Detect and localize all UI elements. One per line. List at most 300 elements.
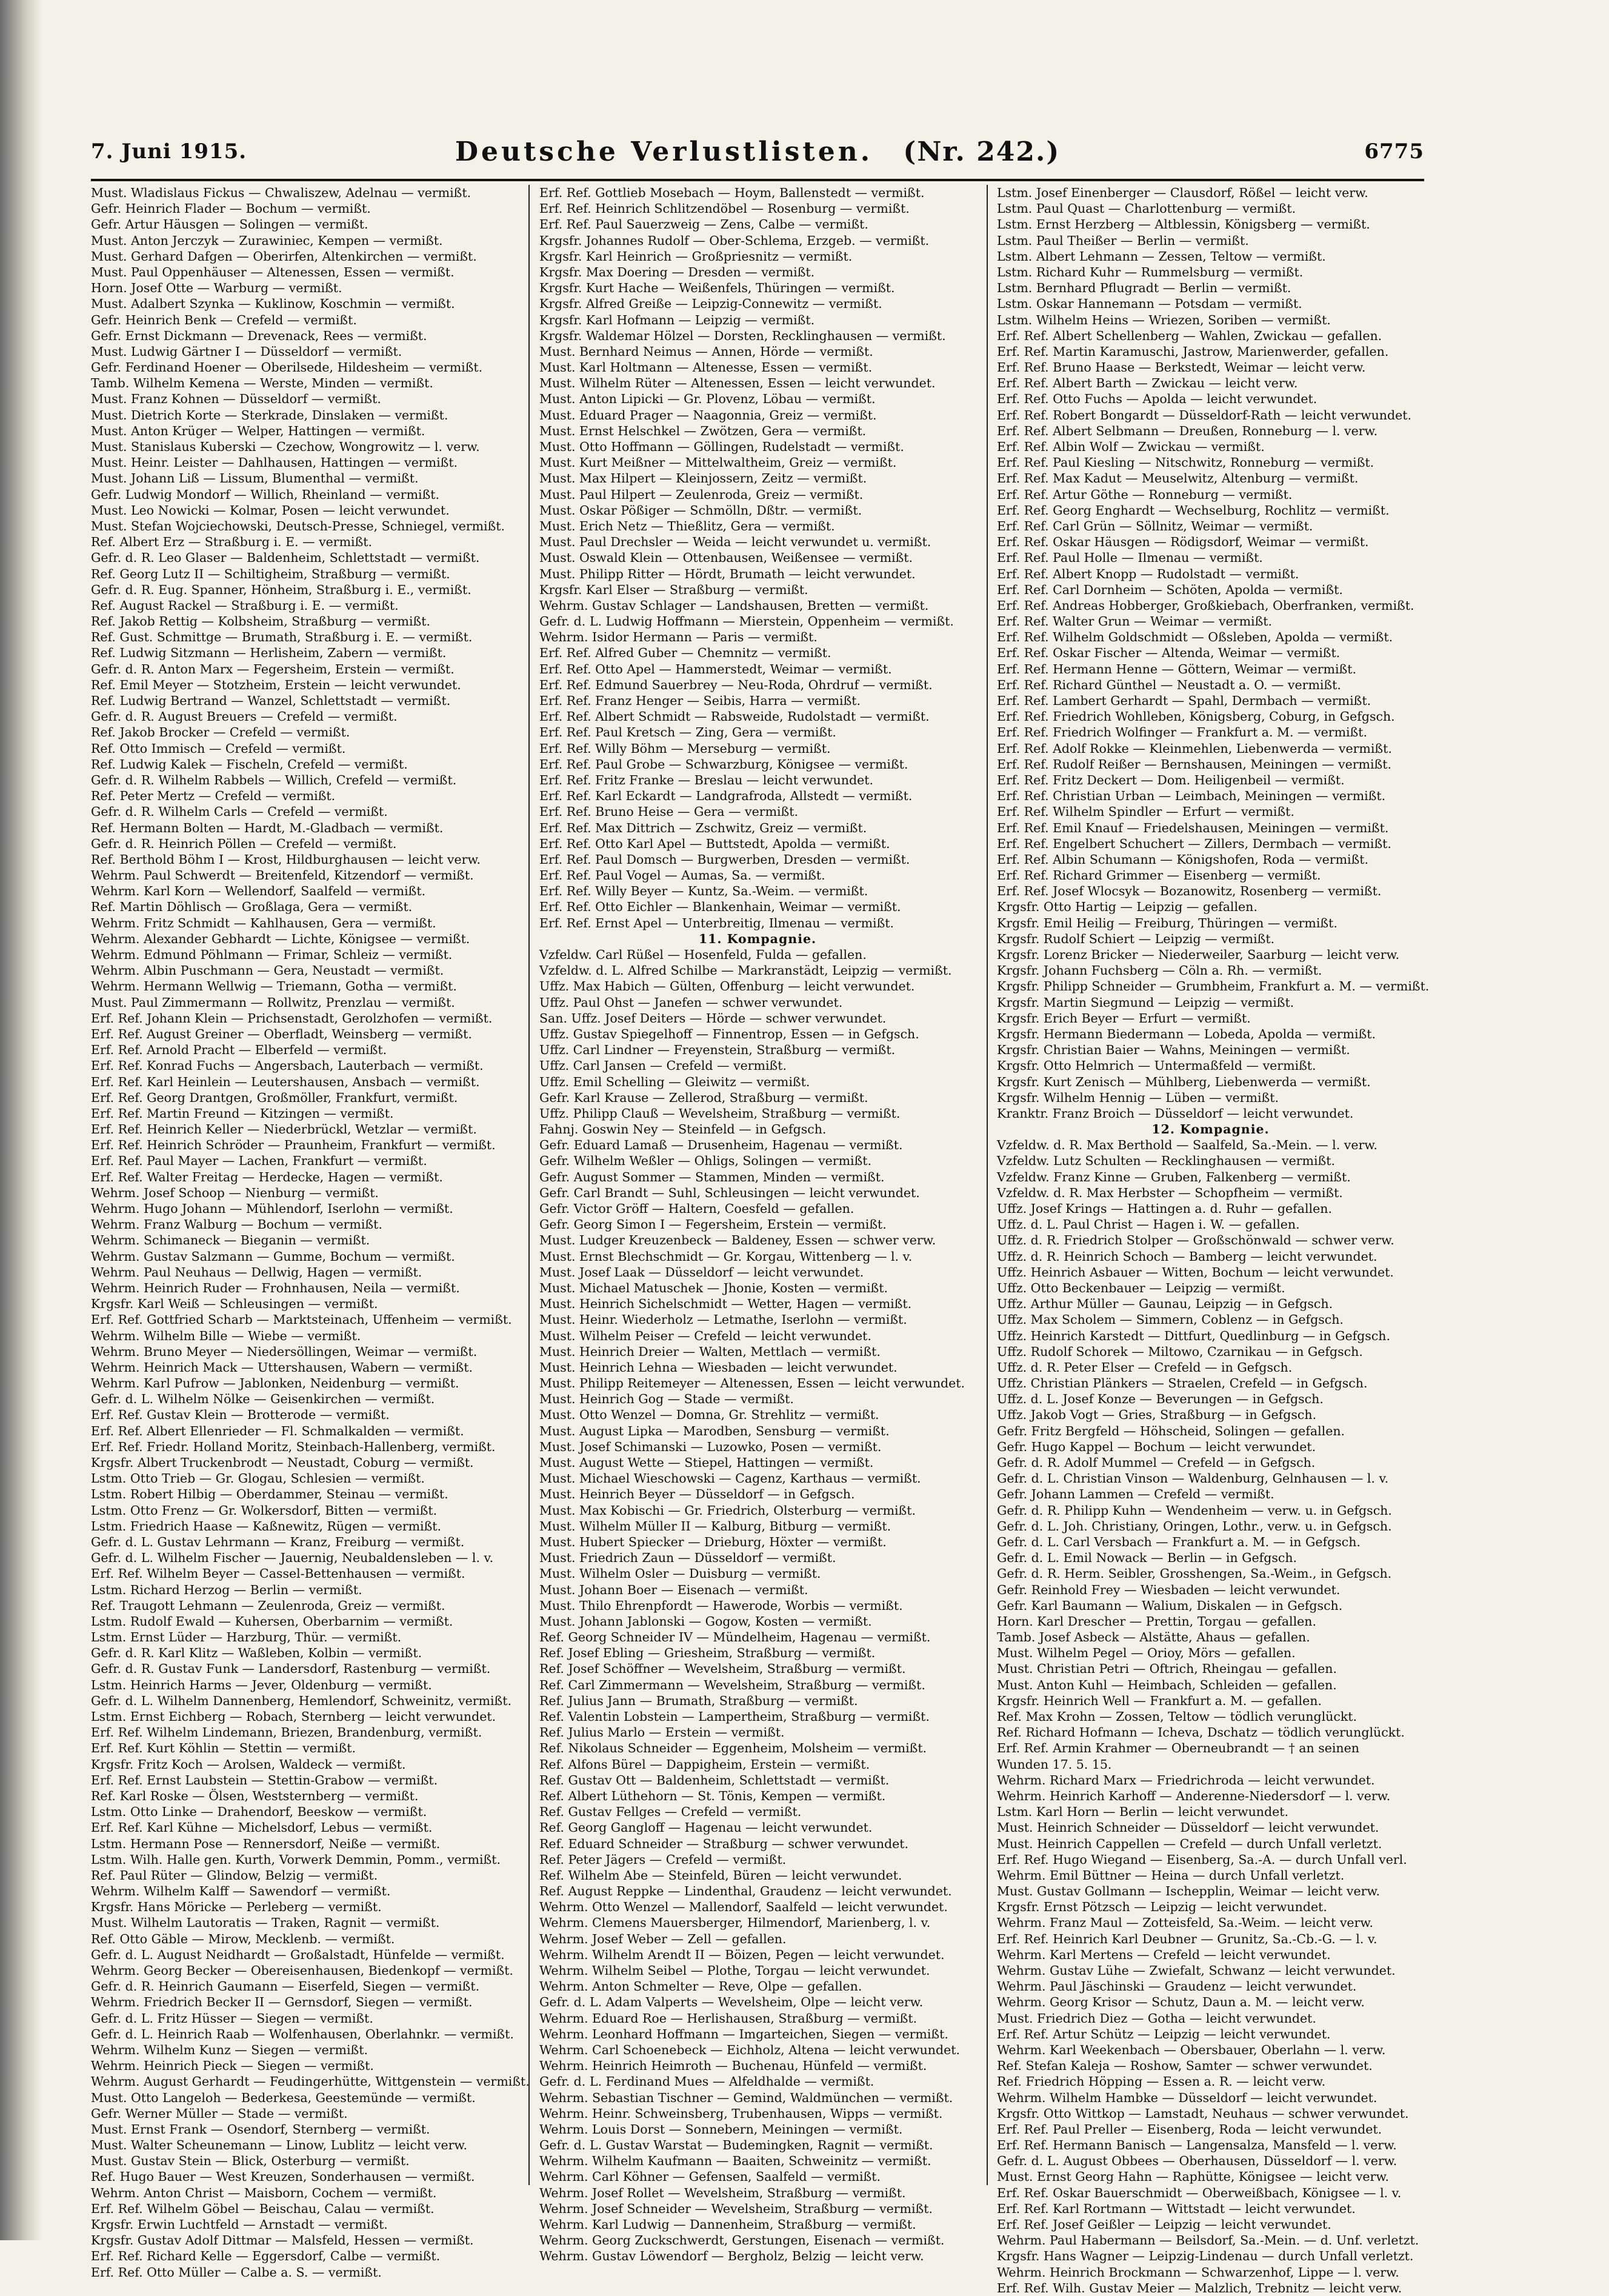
casualty-entry: Wehrm. Franz Walburg — Bochum — vermißt. bbox=[91, 1217, 382, 1232]
casualty-entry: Uffz. d. L. Paul Christ — Hagen i. W. — gefallen. bbox=[997, 1217, 1300, 1232]
casualty-entry: Horn. Karl Drescher — Prettin, Torgau — gefallen. bbox=[997, 1614, 1317, 1629]
casualty-entry: Erf. Ref. Emil Knauf — Friedelshausen, Meiningen — vermißt. bbox=[997, 820, 1389, 835]
casualty-entry: Gefr. Victor Gröff — Haltern, Coesfeld — gefallen. bbox=[539, 1201, 854, 1216]
casualty-entry: Krgsfr. Karl Elser — Straßburg — vermißt. bbox=[539, 582, 808, 597]
casualty-entry: Wehrm. Eduard Roe — Herlishausen, Straßburg — vermißt. bbox=[539, 2011, 918, 2026]
casualty-entry: Wehrm. Anton Christ — Maisborn, Cochem — vermißt. bbox=[91, 2185, 437, 2200]
casualty-entry: Krgsfr. Karl Weiß — Schleusingen — vermißt. bbox=[91, 1297, 378, 1312]
casualty-entry: Wehrm. Wilhelm Kaufmann — Baaiten, Schweinitz — vermißt. bbox=[539, 2154, 931, 2169]
casualty-entry: Must. Heinrich Cappellen — Crefeld — durch Unfall verletzt. bbox=[997, 1836, 1382, 1851]
casualty-entry: Must. Ernst Helschkel — Zwötzen, Gera — vermißt. bbox=[539, 423, 867, 438]
casualty-entry: Gefr. d. L. Fritz Hüsser — Siegen — vermißt. bbox=[91, 2011, 373, 2026]
casualty-entry: Uffz. Heinrich Karstedt — Dittfurt, Quedlinburg — in Gefgsch. bbox=[997, 1328, 1391, 1343]
casualty-entry: Krgsfr. Wilhelm Hennig — Lüben — vermißt. bbox=[997, 1090, 1279, 1105]
casualty-entry: Erf. Ref. Artur Göthe — Ronneburg — vermißt. bbox=[997, 487, 1293, 502]
casualty-entry: Gefr. Ernst Dickmann — Drevenack, Rees — vermißt. bbox=[91, 328, 427, 343]
casualty-entry: Gefr. Wilhelm Weßler — Ohligs, Solingen — vermißt. bbox=[539, 1153, 872, 1169]
casualty-entry: Must. Anton Jerczyk — Zurawiniec, Kempen — vermißt. bbox=[91, 233, 443, 248]
casualty-entry: Erf. Ref. Otto Müller — Calbe a. S. — vermißt. bbox=[91, 2264, 382, 2280]
casualty-entry: Gefr. d. L. Carl Versbach — Frankfurt a. M. — in Gefgsch. bbox=[997, 1534, 1361, 1549]
casualty-entry: Erf. Ref. Konrad Fuchs — Angersbach, Lauterbach — vermißt. bbox=[91, 1058, 484, 1073]
casualty-entry: Erf. Ref. Oskar Fischer — Altenda, Weimar — vermißt. bbox=[997, 646, 1341, 661]
casualty-entry: Erf. Ref. August Greiner — Oberfladt, Weinsberg — vermißt. bbox=[91, 1026, 472, 1041]
casualty-entry: Must. Ludwig Gärtner I — Düsseldorf — vermißt. bbox=[91, 344, 402, 359]
casualty-entry: Krgsfr. Philipp Schneider — Grumbheim, Frankfurt a. M. — vermißt. bbox=[997, 979, 1430, 994]
header-issue-number: (Nr. 242.) bbox=[903, 136, 1061, 167]
casualty-entry: Wehrm. Gustav Schlager — Landshausen, Bretten — vermißt. bbox=[539, 598, 929, 613]
casualty-entry: Gefr. Heinrich Flader — Bochum — vermißt. bbox=[91, 201, 371, 216]
casualty-entry: Ref. Georg Gangloff — Hagenau — leicht verwundet. bbox=[539, 1820, 873, 1835]
casualty-entry: Erf. Ref. Wilhelm Beyer — Cassel-Bettenhausen — vermißt. bbox=[91, 1566, 465, 1581]
casualty-entry: Uffz. Jakob Vogt — Gries, Straßburg — in Gefgsch. bbox=[997, 1407, 1317, 1423]
casualty-entry: Erf. Ref. Paul Holle — Ilmenau — vermißt. bbox=[997, 550, 1263, 566]
casualty-entry: Ref. Ludwig Bertrand — Wanzel, Schlettstadt — vermißt. bbox=[91, 693, 451, 708]
casualty-entry: Ref. Josef Schöffner — Wevelsheim, Straßburg — vermißt. bbox=[539, 1661, 906, 1677]
casualty-entry: Erf. Ref. Wilhelm Spindler — Erfurt — vermißt. bbox=[997, 804, 1294, 819]
casualty-entry: Erf. Ref. Gottfried Scharb — Marktsteinach, Uffenheim — vermißt. bbox=[91, 1312, 512, 1327]
casualty-entry: Erf. Ref. Hermann Henne — Göttern, Weimar — vermißt. bbox=[997, 661, 1356, 676]
casualty-entry: Wehrm. Clemens Mauersberger, Hilmendorf, Marienberg, l. v. bbox=[539, 1915, 931, 1931]
casualty-entry: Must. Gustav Stein — Blick, Osterburg — vermißt. bbox=[91, 2154, 410, 2169]
casualty-entry: Gefr. d. R. Wilhelm Rabbels — Willich, Crefeld — vermißt. bbox=[91, 772, 457, 787]
casualty-entry: Krgsfr. Fritz Koch — Arolsen, Waldeck — vermißt. bbox=[91, 1757, 406, 1772]
casualty-entry: Must. Wilhelm Lautoratis — Traken, Ragnit — vermißt. bbox=[91, 1915, 440, 1931]
casualty-entry: Ref. Karl Roske — Ölsen, Weststernberg — vermißt. bbox=[91, 1788, 419, 1803]
casualty-entry: Erf. Ref. Martin Freund — Kitzingen — vermißt. bbox=[91, 1106, 394, 1121]
casualty-entry: Gefr. d. R. Philipp Kuhn — Wendenheim — verw. u. in Gefgsch. bbox=[997, 1503, 1392, 1518]
casualty-entry: Ref. Julius Marlo — Erstein — vermißt. bbox=[539, 1725, 785, 1740]
casualty-entry: Wehrm. Paul Schwerdt — Breitenfeld, Kitzendorf — vermißt. bbox=[91, 868, 474, 883]
casualty-entry: Must. Heinrich Sichelschmidt — Wetter, Hagen — vermißt. bbox=[539, 1297, 912, 1312]
casualty-entry: Wehrm. Karl Ludwig — Dannenheim, Straßburg — vermißt. bbox=[539, 2217, 916, 2232]
casualty-entry: Wehrm. Wilhelm Arendt II — Böizen, Pegen — leicht verwundet. bbox=[539, 1947, 945, 1962]
casualty-entry: Erf. Ref. Artur Schütz — Leipzig — leicht verwundet. bbox=[997, 2026, 1331, 2041]
casualty-entry: Uffz. d. L. Josef Konze — Beverungen — in Gefgsch. bbox=[997, 1392, 1324, 1407]
casualty-entry: Krgsfr. Gustav Adolf Dittmar — Malsfeld, Hessen — vermißt. bbox=[91, 2233, 474, 2248]
casualty-entry: Must. Josef Laak — Düsseldorf — leicht verwundet. bbox=[539, 1264, 864, 1280]
casualty-entry: Horn. Josef Otte — Warburg — vermißt. bbox=[91, 281, 342, 296]
casualty-entry: Must. Anton Kuhl — Heimbach, Schleiden — gefallen. bbox=[997, 1677, 1337, 1692]
casualty-entry: Erf. Ref. Oskar Häusgen — Rödigsdorf, Weimar — vermißt. bbox=[997, 535, 1369, 550]
casualty-entry: Erf. Ref. Hermann Banisch — Langensalza, Mansfeld — l. verw. bbox=[997, 2138, 1397, 2153]
casualty-entry: Ref. Gustav Ott — Baldenheim, Schlettstadt — vermißt. bbox=[539, 1772, 890, 1787]
casualty-entry: Gefr. Heinrich Benk — Crefeld — vermißt. bbox=[91, 312, 357, 327]
casualty-entry: Lstm. Heinrich Harms — Jever, Oldenburg — vermißt. bbox=[91, 1677, 432, 1692]
casualty-entry: Erf. Ref. Franz Henger — Seibis, Harra — vermißt. bbox=[539, 693, 861, 708]
casualty-entry: Wehrm. Karl Mertens — Crefeld — leicht verwundet. bbox=[997, 1947, 1331, 1962]
casualty-entry: Erf. Ref. Wilh. Gustav Meier — Malzlich, Trebnitz — leicht verw. bbox=[997, 2280, 1402, 2295]
casualty-entry: Ref. Hugo Bauer — West Kreuzen, Sonderhausen — vermißt. bbox=[91, 2169, 475, 2184]
casualty-entry: Gefr. d. R. Heinrich Pöllen — Crefeld — vermißt. bbox=[91, 836, 397, 851]
casualty-entry: Wehrm. Gustav Salzmann — Gumme, Bochum — vermißt. bbox=[91, 1249, 455, 1264]
casualty-entry: Krgsfr. Otto Helmrich — Untermaßfeld — vermißt. bbox=[997, 1058, 1316, 1073]
casualty-entry: Must. Wladislaus Fickus — Chwaliszew, Adelnau — vermißt. bbox=[91, 185, 471, 200]
casualty-entry: Lstm. Otto Linke — Drahendorf, Beeskow — vermißt. bbox=[91, 1804, 427, 1820]
casualty-entry: Must. Christian Petri — Oftrich, Rheingau — gefallen. bbox=[997, 1661, 1337, 1677]
casualty-entry: Ref. Wilhelm Abe — Steinfeld, Büren — leicht verwundet. bbox=[539, 1867, 902, 1883]
casualty-entry: Erf. Ref. Edmund Sauerbrey — Neu-Roda, Ohrdruf — vermißt. bbox=[539, 677, 933, 692]
casualty-entry: Erf. Ref. Wilhelm Göbel — Beischau, Calau — vermißt. bbox=[91, 2201, 435, 2216]
casualty-entry: Uffz. Josef Krings — Hattingen a. d. Ruhr — gefallen. bbox=[997, 1201, 1332, 1216]
casualty-entry: Erf. Ref. Richard Günthel — Neustadt a. O. — vermißt. bbox=[997, 677, 1341, 692]
casualty-entry: Wehrm. Karl Weekenbach — Obersbauer, Oberlahn — l. verw. bbox=[997, 2042, 1386, 2057]
casualty-entry: Uffz. Heinrich Asbauer — Witten, Bochum — leicht verwundet. bbox=[997, 1264, 1394, 1280]
casualty-entry: Erf. Ref. Otto Eichler — Blankenhain, Weimar — vermißt. bbox=[539, 899, 901, 915]
casualty-entry: Erf. Ref. Alfred Guber — Chemnitz — vermißt. bbox=[539, 646, 831, 661]
casualty-entry: Gefr. d. R. Gustav Funk — Landersdorf, Rastenburg — vermißt. bbox=[91, 1661, 491, 1677]
casualty-entry: Must. Johann Liß — Lissum, Blumenthal — vermißt. bbox=[91, 471, 419, 486]
casualty-entry: Must. Josef Schimanski — Luzowko, Posen — vermißt. bbox=[539, 1439, 882, 1454]
casualty-entry: Must. Stefan Wojciechowski, Deutsch-Presse, Schniegel, vermißt. bbox=[91, 518, 505, 533]
casualty-entry: Krgsfr. Otto Hartig — Leipzig — gefallen. bbox=[997, 899, 1258, 915]
casualty-entry: Ref. Valentin Lobstein — Lampertheim, Straßburg — vermißt. bbox=[539, 1709, 930, 1724]
casualty-entry: Gefr. August Sommer — Stammen, Minden — vermißt. bbox=[539, 1169, 885, 1184]
casualty-entry: Ref. Hermann Bolten — Hardt, M.-Gladbach — vermißt. bbox=[91, 820, 444, 835]
casualty-entry: Erf. Ref. Martin Karamuschi, Jastrow, Marienwerder, gefallen. bbox=[997, 344, 1389, 359]
casualty-entry: Must. Oskar Pößiger — Schmölln, Dßtr. — vermißt. bbox=[539, 502, 862, 518]
casualty-entry: Wehrm. Albin Puschmann — Gera, Neustadt — vermißt. bbox=[91, 963, 444, 978]
casualty-entry: Ref. Julius Jann — Brumath, Straßburg — vermißt. bbox=[539, 1693, 858, 1708]
casualty-entry: Wehrm. Sebastian Tischner — Gemind, Waldmünchen — vermißt. bbox=[539, 2090, 953, 2105]
casualty-entry: Wehrm. Carl Köhner — Gefensen, Saalfeld — vermißt. bbox=[539, 2169, 881, 2184]
casualty-entry: Vzfeldw. d. R. Max Berthold — Saalfeld, Sa.-Mein. — l. verw. bbox=[997, 1138, 1377, 1153]
casualty-entry: Erf. Ref. Engelbert Schuchert — Zillers, Dermbach — vermißt. bbox=[997, 836, 1391, 851]
casualty-entry: Uffz. Emil Schelling — Gleiwitz — vermißt. bbox=[539, 1074, 810, 1089]
casualty-entry: Must. Otto Wenzel — Domna, Gr. Strehlitz — vermißt. bbox=[539, 1407, 879, 1423]
casualty-entry: Erf. Ref. Gustav Klein — Brotterode — vermißt. bbox=[91, 1407, 390, 1423]
casualty-entry: Tamb. Josef Asbeck — Alstätte, Ahaus — gefallen. bbox=[997, 1630, 1310, 1645]
casualty-entry: Lstm. Josef Einenberger — Clausdorf, Rößel — leicht verw. bbox=[997, 185, 1368, 200]
casualty-entry: Erf. Ref. Willy Beyer — Kuntz, Sa.-Weim. — vermißt. bbox=[539, 884, 868, 899]
casualty-entry: Uffz. Philipp Clauß — Wevelsheim, Straßburg — vermißt. bbox=[539, 1106, 901, 1121]
casualty-entry: Must. Wilhelm Müller II — Kalburg, Bitburg — vermißt. bbox=[539, 1518, 891, 1533]
casualty-entry: Wehrm. Friedrich Becker II — Gernsdorf, Siegen — vermißt. bbox=[91, 1995, 473, 2010]
casualty-entry: Must. Heinrich Lehna — Wiesbaden — leicht verwundet. bbox=[539, 1360, 898, 1375]
casualty-entry: Erf. Ref. Karl Kühne — Michelsdorf, Lebus — vermißt. bbox=[91, 1820, 433, 1835]
casualty-entry: Gefr. Eduard Lamaß — Drusenheim, Hagenau — vermißt. bbox=[539, 1138, 903, 1153]
casualty-entry: Gefr. d. L. Heinrich Raab — Wolfenhausen, Oberlahnkr. — vermißt. bbox=[91, 2026, 514, 2041]
casualty-entry: Wehrm. Josef Weber — Zell — gefallen. bbox=[539, 1931, 787, 1946]
casualty-entry: Uffz. Christian Plänkers — Straelen, Crefeld — in Gefgsch. bbox=[997, 1376, 1368, 1391]
casualty-entry: Must. Eduard Prager — Naagonnia, Greiz — vermißt. bbox=[539, 407, 877, 422]
header-title-block bbox=[455, 136, 1061, 167]
casualty-entry: Erf. Ref. Otto Fuchs — Apolda — leicht verwundet. bbox=[997, 392, 1318, 407]
casualty-entry: Must. Max Kobischi — Gr. Friedrich, Olsterburg — vermißt. bbox=[539, 1503, 916, 1518]
casualty-entry: Ref. Carl Zimmermann — Wevelsheim, Straßburg — vermißt. bbox=[539, 1677, 925, 1692]
casualty-entry: Ref. Paul Rüter — Glindow, Belzig — vermißt. bbox=[91, 1867, 378, 1883]
casualty-entry: Krgsfr. Alfred Greiße — Leipzig-Connewitz — vermißt. bbox=[539, 296, 882, 312]
casualty-entry: Gefr. d. R. August Breuers — Crefeld — vermißt. bbox=[91, 709, 398, 724]
casualty-entry: Krgsfr. Karl Hofmann — Leipzig — vermißt. bbox=[539, 312, 815, 327]
binding-shadow bbox=[0, 0, 42, 2240]
casualty-entry: Gefr. d. L. Gustav Warstat — Budemingken, Ragnit — vermißt. bbox=[539, 2138, 933, 2153]
casualty-entry: Wehrm. Josef Rollet — Wevelsheim, Straßburg — vermißt. bbox=[539, 2185, 906, 2200]
casualty-entry: Erf. Ref. Otto Karl Apel — Buttstedt, Apolda — vermißt. bbox=[539, 836, 890, 851]
casualty-entry: Must. Michael Matuschek — Jhonie, Kosten — vermißt. bbox=[539, 1280, 888, 1295]
casualty-entry: Gefr. d. L. August Obbees — Oberhausen, Düsseldorf — l. verw. bbox=[997, 2154, 1397, 2169]
casualty-entry: Gefr. d. L. Joh. Christiany, Oringen, Lothr., verw. u. in Gefgsch. bbox=[997, 1518, 1392, 1533]
casualty-entry: Wehrm. Heinrich Karhoff — Anderenne-Niedersdorf — l. verw. bbox=[997, 1788, 1391, 1803]
casualty-entry: Wehrm. Gustav Lühe — Zwiefalt, Schwanz — leicht verwundet. bbox=[997, 1963, 1396, 1978]
casualty-entry: Lstm. Otto Frenz — Gr. Wolkersdorf, Bitten — vermißt. bbox=[91, 1503, 438, 1518]
casualty-entry: Gefr. Karl Baumann — Walium, Diskalen — in Gefgsch. bbox=[997, 1598, 1343, 1613]
casualty-entry: Krgsfr. Kurt Zenisch — Mühlberg, Liebenwerda — vermißt. bbox=[997, 1074, 1371, 1089]
casualty-entry: Wehrm. Georg Krisor — Schutz, Daun a. M. — leicht verw. bbox=[997, 1995, 1365, 2010]
casualty-entry: Erf. Ref. Heinrich Schlitzendöbel — Rosenburg — vermißt. bbox=[539, 201, 910, 216]
casualty-entry: Must. Johann Boer — Eisenach — vermißt. bbox=[539, 1582, 808, 1597]
casualty-entry: Erf. Ref. Richard Kelle — Eggersdorf, Calbe — vermißt. bbox=[91, 2249, 441, 2264]
casualty-entry: Erf. Ref. Ernst Apel — Unterbreitig, Ilmenau — vermißt. bbox=[539, 915, 894, 930]
casualty-entry: Gefr. d. R. Wilhelm Carls — Crefeld — vermißt. bbox=[91, 804, 388, 819]
casualty-entry: Erf. Ref. Karl Rortmann — Wittstadt — leicht verwundet. bbox=[997, 2201, 1356, 2216]
header-title: Deutsche Verlustlisten. bbox=[455, 136, 873, 167]
casualty-entry: Must. Heinr. Wiederholz — Letmathe, Iserlohn — vermißt. bbox=[539, 1312, 907, 1327]
casualty-entry: Must. Gustav Gollmann — Ischepplin, Weimar — leicht verw. bbox=[997, 1884, 1381, 1899]
casualty-entry: Erf. Ref. Friedrich Wohlleben, Königsberg, Coburg, in Gefgsch. bbox=[997, 709, 1395, 724]
casualty-entry: Uffz. d. R. Friedrich Stolper — Großschönwald — schwer verw. bbox=[997, 1233, 1394, 1248]
casualty-entry: Erf. Ref. Georg Enghardt — Wechselburg, Rochlitz — vermißt. bbox=[997, 502, 1390, 518]
casualty-entry: Krgsfr. Hans Möricke — Perleberg — vermißt. bbox=[91, 1900, 382, 1915]
casualty-entry: Vzfeldw. Carl Rüßel — Hosenfeld, Fulda — gefallen. bbox=[539, 947, 867, 962]
casualty-entry: Gefr. Karl Krause — Zellerod, Straßburg — vermißt. bbox=[539, 1090, 868, 1105]
casualty-entry: Gefr. d. L. Ludwig Hoffmann — Mierstein, Oppenheim — vermißt. bbox=[539, 614, 954, 629]
casualty-entry: Erf. Ref. Bruno Haase — Berkstedt, Weimar — leicht verw. bbox=[997, 360, 1366, 375]
casualty-entry: Erf. Ref. Rudolf Reißer — Bernshausen, Meiningen — vermißt. bbox=[997, 756, 1391, 772]
column-divider bbox=[987, 185, 988, 2185]
casualty-entry: Ref. Ludwig Sitzmann — Herlisheim, Zabern — vermißt. bbox=[91, 646, 447, 661]
casualty-entry: Must. Oswald Klein — Ottenbausen, Weißensee — vermißt. bbox=[539, 550, 913, 566]
casualty-entry: Wehrm. Wilhelm Hambke — Düsseldorf — leicht verwundet. bbox=[997, 2090, 1377, 2105]
casualty-entry: Lstm. Richard Herzog — Berlin — vermißt. bbox=[91, 1582, 362, 1597]
casualty-entry: Wehrm. Heinrich Heimroth — Buchenau, Hünfeld — vermißt. bbox=[539, 2058, 927, 2074]
casualty-entry: Must. Adalbert Szynka — Kuklinow, Koschmin — vermißt. bbox=[91, 296, 455, 312]
casualty-entry: Erf. Ref. Josef Geißler — Leipzig — leicht verwundet. bbox=[997, 2217, 1331, 2232]
casualty-entry: Lstm. Friedrich Haase — Kaßnewitz, Rügen — vermißt. bbox=[91, 1518, 442, 1533]
casualty-entry: Wehrm. Wilhelm Kalff — Sawendorf — vermißt. bbox=[91, 1884, 391, 1899]
casualty-entry: San. Uffz. Josef Deiters — Hörde — schwer verwundet. bbox=[539, 1010, 887, 1026]
casualty-entry: Wehrm. Edmund Pöhlmann — Frimar, Schleiz — vermißt. bbox=[91, 947, 453, 962]
casualty-entry: Ref. Martin Döhlisch — Großlaga, Gera — vermißt. bbox=[91, 899, 413, 915]
casualty-entry: Ref. Georg Lutz II — Schiltigheim, Straßburg — vermißt. bbox=[91, 566, 450, 581]
casualty-entry: Krgsfr. Hans Wagner — Leipzig-Lindenau — durch Unfall verletzt. bbox=[997, 2249, 1414, 2264]
casualty-entry: Ref. August Reppke — Lindenthal, Graudenz — leicht verwundet. bbox=[539, 1884, 952, 1899]
casualty-entry: Must. Michael Wieschowski — Cagenz, Karthaus — vermißt. bbox=[539, 1471, 921, 1486]
casualty-entry: Erf. Ref. Georg Drantgen, Großmöller, Frankfurt, vermißt. bbox=[91, 1090, 458, 1105]
casualty-entry: Must. Otto Langeloh — Bederkesa, Geestemünde — vermißt. bbox=[91, 2090, 476, 2105]
casualty-entry: Krgsfr. Max Doering — Dresden — vermißt. bbox=[539, 264, 815, 279]
casualty-entry: Wehrm. Wilhelm Seibel — Plothe, Torgau — leicht verwundet. bbox=[539, 1963, 930, 1978]
casualty-entry: Krgsfr. Martin Siegmund — Leipzig — vermißt. bbox=[997, 995, 1294, 1010]
casualty-entry: Wehrm. Gustav Löwendorf — Bergholz, Belzig — leicht verw. bbox=[539, 2249, 924, 2264]
casualty-entry: Erf. Ref. Albert Selbmann — Dreußen, Ronneburg — l. verw. bbox=[997, 423, 1378, 438]
casualty-entry: Wehrm. Paul Habermann — Beilsdorf, Sa.-Mein. — d. Unf. verletzt. bbox=[997, 2233, 1419, 2248]
casualty-entry: Erf. Ref. Paul Kiesling — Nitschwitz, Ronneburg — vermißt. bbox=[997, 455, 1374, 470]
casualty-entry: Lstm. Ernst Eichberg — Robach, Sternberg — leicht verwundet. bbox=[91, 1709, 496, 1724]
casualty-entry: Lstm. Paul Quast — Charlottenburg — vermißt. bbox=[997, 201, 1296, 216]
casualty-entry: Erf. Ref. Johann Klein — Prichsenstadt, Gerolzhofen — vermißt. bbox=[91, 1010, 493, 1026]
casualty-entry: Ref. Peter Mertz — Crefeld — vermißt. bbox=[91, 789, 336, 804]
casualty-entry: Ref. Ludwig Kalek — Fischeln, Crefeld — vermißt. bbox=[91, 756, 408, 772]
casualty-entry: Wehrm. Josef Schneider — Wevelsheim, Straßburg — vermißt. bbox=[539, 2201, 933, 2216]
casualty-entry: Erf. Ref. Bruno Heise — Gera — vermißt. bbox=[539, 804, 799, 819]
casualty-entry: Krgsfr. Lorenz Bricker — Niederweiler, Saarburg — leicht verw. bbox=[997, 947, 1400, 962]
casualty-entry: Wehrm. Georg Becker — Obereisenhausen, Biedenkopf — vermißt. bbox=[91, 1963, 513, 1978]
casualty-entry: Krgsfr. Karl Heinrich — Großpriesnitz — vermißt. bbox=[539, 249, 853, 264]
casualty-entry: Gefr. d. R. Karl Klitz — Waßleben, Kolbin — vermißt. bbox=[91, 1646, 422, 1661]
casualty-entry: Krgsfr. Erwin Luchtfeld — Arnstadt — vermißt. bbox=[91, 2217, 388, 2232]
section-heading: 11. Kompagnie. bbox=[698, 931, 817, 946]
casualty-entry: Uffz. Carl Jansen — Crefeld — vermißt. bbox=[539, 1058, 787, 1073]
casualty-entry: Lstm. Ernst Herzberg — Altblessin, Königsberg — vermißt. bbox=[997, 217, 1370, 232]
casualty-entry: Wehrm. Josef Schoop — Nienburg — vermißt. bbox=[91, 1185, 379, 1200]
casualty-entry: Wehrm. Paul Neuhaus — Dellwig, Hagen — vermißt. bbox=[91, 1264, 422, 1280]
casualty-entry: Wehrm. Heinrich Brockmann — Schwarzenhof, Lippe — l. verw. bbox=[997, 2264, 1399, 2280]
casualty-entry: Uffz. Max Scholem — Simmern, Coblenz — in Gefgsch. bbox=[997, 1312, 1344, 1327]
casualty-entry: Krgsfr. Johannes Rudolf — Ober-Schlema, Erzgeb. — vermißt. bbox=[539, 233, 930, 248]
casualty-entry: Erf. Ref. Paul Sauerzweig — Zens, Calbe — vermißt. bbox=[539, 217, 868, 232]
casualty-entry: Must. August Wette — Stiepel, Hattingen — vermißt. bbox=[539, 1455, 874, 1470]
casualty-entry: Erf. Ref. Wilhelm Goldschmidt — Oßsleben, Apolda — vermißt. bbox=[997, 630, 1393, 645]
casualty-entry: Wehrm. Karl Pufrow — Jablonken, Neidenburg — vermißt. bbox=[91, 1376, 459, 1391]
casualty-entry: Wehrm. Isidor Hermann — Paris — vermißt. bbox=[539, 630, 818, 645]
casualty-entry: Must. Philipp Ritter — Hördt, Brumath — leicht verwundet. bbox=[539, 566, 916, 581]
casualty-entry: Erf. Ref. Albert Ellenrieder — Fl. Schmalkalden — vermißt. bbox=[91, 1423, 464, 1438]
casualty-entry: Erf. Ref. Albin Schumann — Königshofen, Roda — vermißt. bbox=[997, 852, 1369, 867]
casualty-entry: Uffz. d. R. Heinrich Schoch — Bamberg — leicht verwundet. bbox=[997, 1249, 1377, 1264]
casualty-entry: Lstm. Wilh. Halle gen. Kurth, Vorwerk Demmin, Pomm., vermißt. bbox=[91, 1852, 501, 1867]
casualty-entry: Gefr. d. R. Adolf Mummel — Crefeld — in Gefgsch. bbox=[997, 1455, 1316, 1470]
casualty-entry: Erf. Ref. Heinrich Schröder — Praunheim, Frankfurt — vermißt. bbox=[91, 1138, 496, 1153]
casualty-entry: Erf. Ref. Christian Urban — Leimbach, Meiningen — vermißt. bbox=[997, 789, 1386, 804]
casualty-entry: Gefr. d. R. Heinrich Gaumann — Eiserfeld, Siegen — vermißt. bbox=[91, 1979, 480, 1994]
casualty-entry: Erf. Ref. Fritz Franke — Breslau — leicht verwundet. bbox=[539, 772, 873, 787]
casualty-entry: Lstm. Wilhelm Heins — Wriezen, Soriben — vermißt. bbox=[997, 312, 1331, 327]
casualty-entry: Erf. Ref. Paul Grobe — Schwarzburg, Königsee — vermißt. bbox=[539, 756, 908, 772]
casualty-entry: Uffz. Max Habich — Gülten, Offenburg — leicht verwundet. bbox=[539, 979, 915, 994]
casualty-entry: Gefr. Ludwig Mondorf — Willich, Rheinland — vermißt. bbox=[91, 487, 440, 502]
casualty-entry: Must. Dietrich Korte — Sterkrade, Dinslaken — vermißt. bbox=[91, 407, 448, 422]
casualty-entry: Must. Anton Lipicki — Gr. Plovenz, Löbau — vermißt. bbox=[539, 392, 876, 407]
casualty-entry: Wehrm. Carl Schoenebeck — Eichholz, Altena — leicht verwundet. bbox=[539, 2042, 960, 2057]
casualty-entry: Erf. Ref. Paul Kretsch — Zing, Gera — vermißt. bbox=[539, 725, 836, 740]
casualty-entry: Wehrm. Heinrich Mack — Uttershausen, Wabern — vermißt. bbox=[91, 1360, 473, 1375]
casualty-entry: Lstm. Ernst Lüder — Harzburg, Thür. — vermißt. bbox=[91, 1630, 402, 1645]
casualty-entry: Vzfeldw. Lutz Schulten — Recklinghausen — vermißt. bbox=[997, 1153, 1335, 1169]
casualty-entry: Gefr. d. L. Wilhelm Dannenberg, Hemlendorf, Schweinitz, vermißt. bbox=[91, 1693, 511, 1708]
casualty-entry: Wehrm. Karl Korn — Wellendorf, Saalfeld — vermißt. bbox=[91, 884, 426, 899]
casualty-entry: Gefr. d. L. Gustav Lehrmann — Kranz, Freiburg — vermißt. bbox=[91, 1534, 465, 1549]
casualty-entry: Kranktr. Franz Broich — Düsseldorf — leicht verwundet. bbox=[997, 1106, 1354, 1121]
casualty-entry: Gefr. d. L. Ferdinand Mues — Alfeldhalde — vermißt. bbox=[539, 2074, 874, 2089]
casualty-entry: Gefr. Artur Häusgen — Solingen — vermißt. bbox=[91, 217, 368, 232]
casualty-entry: Ref. Emil Meyer — Stotzheim, Erstein — leicht verwundet. bbox=[91, 677, 461, 692]
casualty-entry: Erf. Ref. Paul Mayer — Lachen, Frankfurt — vermißt. bbox=[91, 1153, 427, 1169]
casualty-entry: Erf. Ref. Wilhelm Lindemann, Briezen, Brandenburg, vermißt. bbox=[91, 1725, 482, 1740]
casualty-entry: Wehrm. August Gerhardt — Feudingerhütte, Wittgenstein — vermißt. bbox=[91, 2074, 530, 2089]
casualty-entry: Krgsfr. Christian Baier — Wahns, Meiningen — vermißt. bbox=[997, 1043, 1350, 1058]
casualty-entry: Erf. Ref. Josef Wlocsyk — Bozanowitz, Rosenberg — vermißt. bbox=[997, 884, 1382, 899]
casualty-entry: Uffz. Otto Beckenbauer — Leipzig — vermißt. bbox=[997, 1280, 1285, 1295]
casualty-entry: Ref. Traugott Lehmann — Zeulenroda, Greiz — vermißt. bbox=[91, 1598, 445, 1613]
casualty-entry: Must. Wilhelm Rüter — Altenessen, Essen — leicht verwundet. bbox=[539, 376, 936, 391]
casualty-entry: Erf. Ref. Ernst Laubstein — Stettin-Grabow — vermißt. bbox=[91, 1772, 438, 1787]
casualty-entry: Erf. Ref. Andreas Hobberger, Großkiebach, Oberfranken, vermißt. bbox=[997, 598, 1414, 613]
newspaper-page bbox=[91, 136, 1430, 2295]
casualty-entry: Fahnj. Goswin Ney — Steinfeld — in Gefgsch. bbox=[539, 1122, 827, 1137]
casualty-entry: Erf. Ref. Walter Grun — Weimar — vermißt. bbox=[997, 614, 1273, 629]
casualty-entry: Ref. Albert Lüthehorn — St. Tönis, Kempen — vermißt. bbox=[539, 1788, 886, 1803]
casualty-entry: Must. Ernst Blechschmidt — Gr. Korgau, Wittenberg — l. v. bbox=[539, 1249, 913, 1264]
casualty-entry: Uffz. Carl Lindner — Freyenstein, Straßburg — vermißt. bbox=[539, 1043, 896, 1058]
casualty-entry: Lstm. Robert Hilbig — Oberdammer, Steinau — vermißt. bbox=[91, 1487, 448, 1502]
casualty-entry: Wehrm. Schimaneck — Bieganin — vermißt. bbox=[91, 1233, 370, 1248]
casualty-entry: Erf. Ref. Albert Schellenberg — Wahlen, Zwickau — gefallen. bbox=[997, 328, 1382, 343]
casualty-entry: Ref. Richard Hofmann — Icheva, Dschatz — tödlich verunglückt. bbox=[997, 1725, 1405, 1740]
casualty-entry: Krgsfr. Rudolf Schiert — Leipzig — vermißt. bbox=[997, 931, 1275, 946]
casualty-entry: Wehrm. Heinrich Ruder — Frohnhausen, Neila — vermißt. bbox=[91, 1280, 460, 1295]
casualty-entry: Ref. Alfons Bürel — Dappigheim, Erstein — vermißt. bbox=[539, 1757, 870, 1772]
casualty-entry: Gefr. Carl Brandt — Suhl, Schleusingen — leicht verwundet. bbox=[539, 1185, 920, 1200]
casualty-entry: Must. Ludger Kreuzenbeck — Baldeney, Essen — schwer verw. bbox=[539, 1233, 936, 1248]
casualty-entry: Ref. Georg Schneider IV — Mündelheim, Hagenau — vermißt. bbox=[539, 1630, 931, 1645]
casualty-entry: Must. Walter Scheunemann — Linow, Lublitz — leicht verw. bbox=[91, 2138, 468, 2153]
casualty-entry: Erf. Ref. Adolf Rokke — Kleinmehlen, Liebenwerda — vermißt. bbox=[997, 741, 1392, 756]
section-heading: 12. Kompagnie. bbox=[1151, 1122, 1270, 1137]
casualty-entry: Ref. Albert Erz — Straßburg i. E. — vermißt. bbox=[91, 535, 373, 550]
casualty-entry: Ref. Gustav Fellges — Crefeld — vermißt. bbox=[539, 1804, 802, 1820]
casualty-entry: Erf. Ref. Max Dittrich — Zschwitz, Greiz — vermißt. bbox=[539, 820, 867, 835]
casualty-entry: Gefr. Fritz Bergfeld — Höhscheid, Solingen — gefallen. bbox=[997, 1423, 1345, 1438]
casualty-entry: Wehrm. Wilhelm Bille — Wiebe — vermißt. bbox=[91, 1328, 361, 1343]
casualty-entry: Gefr. d. L. Adam Valperts — Wevelsheim, Olpe — leicht verw. bbox=[539, 1995, 924, 2010]
casualty-entry: Wehrm. Bruno Meyer — Niedersöllingen, Weimar — vermißt. bbox=[91, 1344, 478, 1359]
casualty-entry: Krgsfr. Heinrich Well — Frankfurt a. M. — gefallen. bbox=[997, 1693, 1322, 1708]
column-2 bbox=[539, 185, 976, 2264]
casualty-entry: Must. Philipp Reitemeyer — Altenessen, Essen — leicht verwundet. bbox=[539, 1376, 965, 1391]
column-divider bbox=[528, 185, 530, 2185]
casualty-entry: Erf. Ref. Oskar Bauerschmidt — Oberweißbach, Königsee — l. v. bbox=[997, 2185, 1402, 2200]
casualty-entry: Must. Leo Nowicki — Kolmar, Posen — leicht verwundet. bbox=[91, 502, 450, 518]
casualty-entry: Gefr. Reinhold Frey — Wiesbaden — leicht verwundet. bbox=[997, 1582, 1341, 1597]
casualty-entry: Erf. Ref. Friedr. Holland Moritz, Steinbach-Hallenberg, vermißt. bbox=[91, 1439, 496, 1454]
casualty-entry: Wehrm. Heinr. Schweinsberg, Trubenhausen, Wipps — vermißt. bbox=[539, 2106, 943, 2121]
casualty-entry: Gefr. d. L. August Neidhardt — Großalstadt, Hünfelde — vermißt. bbox=[91, 1947, 505, 1962]
casualty-entry: Wehrm. Hugo Johann — Mühlendorf, Iserlohn — vermißt. bbox=[91, 1201, 453, 1216]
casualty-entry: Gefr. Johann Lammen — Crefeld — vermißt. bbox=[997, 1487, 1274, 1502]
casualty-entry: Wehrm. Richard Marx — Friedrichroda — leicht verwundet. bbox=[997, 1772, 1375, 1787]
casualty-entry: Must. Gerhard Dafgen — Oberirfen, Altenkirchen — vermißt. bbox=[91, 249, 477, 264]
casualty-entry: Erf. Ref. Albert Knopp — Rudolstadt — vermißt. bbox=[997, 566, 1299, 581]
casualty-entry: Ref. Jakob Brocker — Crefeld — vermißt. bbox=[91, 725, 350, 740]
casualty-entry: Ref. Eduard Schneider — Straßburg — schwer verwundet. bbox=[539, 1836, 909, 1851]
casualty-entry: Lstm. Paul Theißer — Berlin — vermißt. bbox=[997, 233, 1249, 248]
header-date: 7. Juni 1915. bbox=[91, 139, 247, 164]
casualty-entry: Must. Heinrich Gog — Stade — vermißt. bbox=[539, 1392, 794, 1407]
casualty-entry: Must. Wilhelm Pegel — Orioy, Mörs — gefallen. bbox=[997, 1646, 1296, 1661]
casualty-entry: Ref. Max Krohn — Zossen, Teltow — tödlich verunglückt. bbox=[997, 1709, 1357, 1724]
casualty-entry: Must. Wilhelm Osler — Duisburg — vermißt. bbox=[539, 1566, 821, 1581]
casualty-entry: Ref. Jakob Rettig — Kolbsheim, Straßburg — vermißt. bbox=[91, 614, 430, 629]
casualty-entry: Gefr. d. R. Eug. Spanner, Hönheim, Straßburg i. E., vermißt. bbox=[91, 582, 471, 597]
casualty-entry: Ref. Josef Ebling — Griesheim, Straßburg — vermißt. bbox=[539, 1646, 876, 1661]
casualty-entry: Erf. Ref. Richard Grimmer — Eisenberg — vermißt. bbox=[997, 868, 1321, 883]
casualty-entry: Erf. Ref. Fritz Deckert — Dom. Heiligenbeil — vermißt. bbox=[997, 772, 1345, 787]
casualty-entry: Krgsfr. Ernst Pötzsch — Leipzig — leicht verwundet. bbox=[997, 1900, 1327, 1915]
casualty-entry: Must. Stanislaus Kuberski — Czechow, Wongrowitz — l. verw. bbox=[91, 439, 480, 454]
casualty-entry: Lstm. Albert Lehmann — Zessen, Teltow — vermißt. bbox=[997, 249, 1326, 264]
casualty-entry: Erf. Ref. Willy Böhm — Merseburg — vermißt. bbox=[539, 741, 831, 756]
casualty-entry: Gefr. d. L. Christian Vinson — Waldenburg, Gelnhausen — l. v. bbox=[997, 1471, 1389, 1486]
